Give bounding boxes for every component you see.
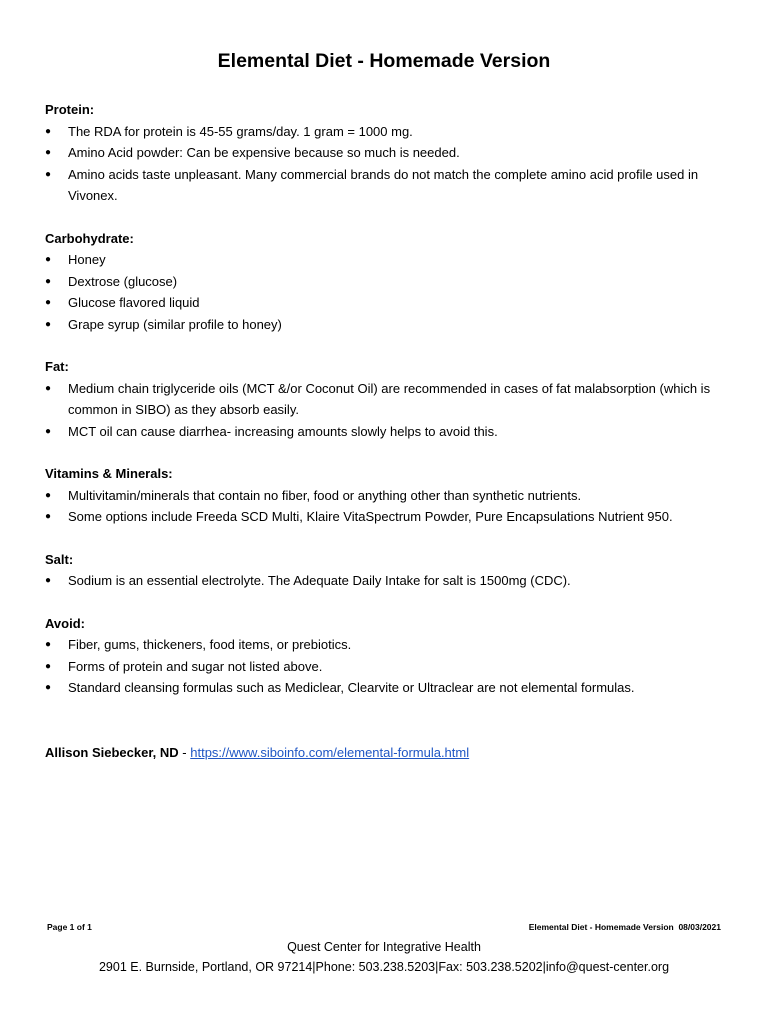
bullet-list — [45, 378, 725, 443]
bullet-icon: ● — [45, 639, 52, 650]
bullet-icon: ● — [45, 682, 52, 693]
list-item-text: The RDA for protein is 45-55 grams/day. 1 gram = 1000 mg. — [68, 123, 413, 139]
list-item-text: Standard cleansing formulas such as Mediclear, Clearvite or Ultraclear are not elemental formulas. — [68, 680, 635, 695]
bullet-icon: ● — [45, 575, 52, 586]
bullet-icon: ● — [45, 318, 52, 330]
list-item — [45, 378, 725, 421]
section-heading: Fat: — [45, 359, 69, 374]
list-item — [45, 142, 725, 164]
footer-page-number: Page 1 of 1 — [47, 922, 92, 932]
list-item — [45, 249, 725, 271]
list-item-text: Forms of protein and sugar not listed above. — [68, 658, 323, 674]
section-heading: Protein: — [45, 102, 95, 117]
list-item-text: Fiber, gums, thickeners, food items, or prebiotics. — [68, 637, 352, 652]
bullet-icon: ● — [45, 254, 52, 265]
list-item — [45, 570, 725, 592]
bullet-icon: ● — [45, 275, 52, 287]
sections-container — [45, 99, 725, 699]
document-body — [45, 99, 725, 763]
bullet-icon: ● — [45, 489, 52, 501]
bullet-list — [45, 121, 725, 207]
list-item-text: Amino Acid powder: Can be expensive because so much is needed. — [68, 145, 460, 160]
signature-separator: - — [178, 744, 191, 760]
footer-document-label: Elemental Diet - Homemade Version 08/03/2021 — [528, 922, 721, 932]
list-item-text: Dextrose (glucose) — [68, 273, 178, 289]
list-item-text: Glucose flavored liquid — [68, 295, 200, 310]
list-item-text: Grape syrup (similar profile to honey) — [68, 316, 282, 332]
list-item — [45, 271, 725, 293]
list-item-text: Sodium is an essential electrolyte. The Adequate Daily Intake for salt is 1500mg (CDC). — [68, 573, 571, 588]
bullet-list — [45, 485, 725, 528]
section-heading: Salt: — [45, 551, 74, 567]
section — [45, 613, 725, 699]
list-item — [45, 164, 725, 207]
bullet-icon: ● — [45, 147, 52, 158]
list-item-text: Medium chain triglyceride oils (MCT &/or Coconut Oil) are recommended in cases of fat malabsorption (which is common in SIBO) as they absorb easily. — [68, 380, 711, 417]
section-heading: Vitamins & Minerals: — [45, 466, 173, 481]
document-title: Elemental Diet - Homemade Version — [217, 50, 551, 72]
list-item — [45, 314, 725, 336]
section — [45, 463, 725, 528]
bullet-icon: ● — [45, 660, 52, 672]
bullet-list — [45, 634, 725, 699]
section — [45, 356, 725, 442]
bullet-icon: ● — [45, 511, 52, 522]
list-item-text: Honey — [68, 252, 106, 267]
list-item-text: Some options include Freeda SCD Multi, Klaire VitaSpectrum Powder, Pure Encapsulations Nutrient 950. — [68, 509, 673, 524]
bullet-icon: ● — [45, 125, 52, 137]
bullet-icon: ● — [45, 425, 52, 437]
list-item — [45, 421, 725, 443]
list-item — [45, 656, 725, 678]
list-item-text: MCT oil can cause diarrhea- increasing amounts slowly helps to avoid this. — [68, 423, 498, 439]
list-item — [45, 292, 725, 314]
author-name: Allison Siebecker, ND — [45, 744, 179, 760]
section-heading: Avoid: — [45, 615, 85, 631]
bullet-list — [45, 570, 725, 592]
elemental-formula-link[interactable]: https://www.siboinfo.com/elemental-formula.html — [190, 744, 470, 760]
list-item — [45, 634, 725, 656]
list-item — [45, 506, 725, 528]
signature-line — [45, 742, 725, 764]
bullet-list — [45, 249, 725, 335]
bullet-icon: ● — [45, 168, 52, 180]
list-item — [45, 121, 725, 143]
section — [45, 99, 725, 207]
bullet-icon: ● — [45, 297, 52, 308]
section — [45, 549, 725, 592]
list-item-text: Multivitamin/minerals that contain no fiber, food or anything other than synthetic nutrients. — [68, 487, 582, 503]
bullet-icon: ● — [45, 382, 52, 394]
footer-organization-name: Quest Center for Integrative Health — [287, 940, 481, 954]
footer-contact-line: 2901 E. Burnside, Portland, OR 97214|Phone: 503.238.5203|Fax: 503.238.5202|info@quest-center.org — [98, 960, 670, 974]
section-heading: Carbohydrate: — [45, 230, 134, 246]
list-item — [45, 677, 725, 699]
list-item — [45, 485, 725, 507]
list-item-text: Amino acids taste unpleasant. Many commercial brands do not match the complete amino acid profile used in Vivonex. — [68, 166, 699, 203]
section — [45, 228, 725, 336]
